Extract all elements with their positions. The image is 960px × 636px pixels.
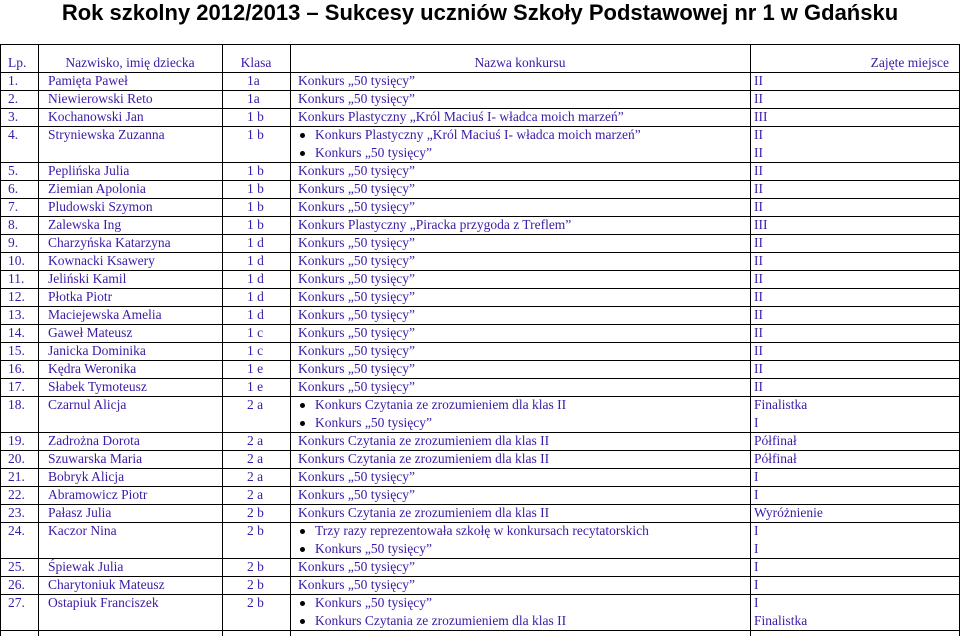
student-name: Płotka Piotr: [48, 289, 113, 304]
student-name: Pałasz Julia: [48, 505, 112, 520]
row-border: [0, 44, 960, 45]
bullet-icon: [300, 133, 305, 138]
contest-name: Konkurs „50 tysięcy”: [298, 235, 415, 250]
contest-name: Trzy razy reprezentowała szkołę w konkursach recytatorskich: [315, 523, 649, 538]
row-number: 27.: [8, 595, 25, 610]
place-value: Wyróżnienie: [754, 505, 823, 520]
place-value: III: [754, 109, 768, 124]
place-value: II: [754, 199, 763, 214]
contest-name: Konkurs „50 tysięcy”: [315, 415, 432, 430]
student-name: Kaczor Nina: [48, 523, 117, 538]
row-number: 14.: [8, 325, 25, 340]
class-label: 2 b: [247, 523, 264, 538]
class-label: 1 d: [247, 253, 264, 268]
class-label: 2 b: [247, 505, 264, 520]
student-name: Kochanowski Jan: [48, 109, 144, 124]
place-value: I: [754, 469, 759, 484]
place-value: II: [754, 271, 763, 286]
class-label: 1a: [247, 73, 260, 88]
place-value: II: [754, 145, 763, 160]
student-name: Słabek Tymoteusz: [48, 379, 147, 394]
row-number: 22.: [8, 487, 25, 502]
row-border: [0, 558, 960, 559]
contest-name: Konkurs „50 tysięcy”: [298, 163, 415, 178]
class-label: 1 b: [247, 109, 264, 124]
contest-name: Konkurs Plastyczny „Król Maciuś I- władca moich marzeń”: [298, 109, 624, 124]
place-value: II: [754, 307, 763, 322]
place-value: II: [754, 325, 763, 340]
class-label: 1 b: [247, 217, 264, 232]
row-number: 2.: [8, 91, 19, 106]
contest-name: Konkurs Czytania ze zrozumieniem dla klas II: [315, 397, 567, 412]
contest-name: Konkurs „50 tysięcy”: [298, 307, 415, 322]
place-value: II: [754, 379, 763, 394]
contest-name: Konkurs „50 tysięcy”: [298, 343, 415, 358]
place-value: II: [754, 163, 763, 178]
row-number: 7.: [8, 199, 19, 214]
contest-name: Konkurs Plastyczny „Piracka przygoda z Treflem”: [298, 217, 572, 232]
class-label: 2 a: [247, 451, 264, 466]
class-label: 2 a: [247, 469, 264, 484]
place-value: II: [754, 73, 763, 88]
contest-name: Konkurs Czytania ze zrozumieniem dla klas II: [298, 433, 550, 448]
student-name: Szuwarska Maria: [48, 451, 143, 466]
row-number: 21.: [8, 469, 25, 484]
class-label: 2 b: [247, 595, 264, 610]
class-label: 2 a: [247, 433, 264, 448]
header-lp: Lp.: [8, 55, 27, 70]
place-value: II: [754, 289, 763, 304]
student-name: Charytoniuk Mateusz: [48, 577, 165, 592]
row-number: 24.: [8, 523, 25, 538]
row-number: 8.: [8, 217, 19, 232]
place-value: Półfinał: [754, 451, 797, 466]
class-label: 1 b: [247, 181, 264, 196]
row-border: [0, 162, 960, 163]
student-name: Abramowicz Piotr: [48, 487, 148, 502]
class-label: 1 d: [247, 307, 264, 322]
place-value: I: [754, 595, 759, 610]
student-name: Peplińska Julia: [48, 163, 130, 178]
header-place: Zajęte miejsce: [870, 55, 949, 70]
row-border: [0, 630, 960, 631]
student-name: Ostapiuk Franciszek: [48, 595, 159, 610]
row-number: 3.: [8, 109, 19, 124]
row-number: 9.: [8, 235, 19, 250]
place-value: I: [754, 577, 759, 592]
place-value: Finalistka: [754, 613, 808, 628]
row-border: [0, 468, 960, 469]
bullet-icon: [300, 403, 305, 408]
column-border: [38, 44, 39, 636]
row-number: 26.: [8, 577, 25, 592]
column-border: [750, 44, 751, 636]
class-label: 2 b: [247, 577, 264, 592]
student-name: Niewierowski Reto: [48, 91, 153, 106]
contest-name: Konkurs „50 tysięcy”: [298, 577, 415, 592]
place-value: Finalistka: [754, 397, 808, 412]
page-title: Rok szkolny 2012/2013 – Sukcesy uczniów Szkoły Podstawowej nr 1 w Gdańsku: [61, 0, 899, 25]
class-label: 1 e: [247, 361, 264, 376]
class-label: 1 e: [247, 379, 264, 394]
class-label: 1a: [247, 91, 260, 106]
place-value: I: [754, 559, 759, 574]
bullet-icon: [300, 619, 305, 624]
place-value: Półfinał: [754, 433, 797, 448]
student-name: Janicka Dominika: [48, 343, 146, 358]
row-number: 1.: [8, 73, 19, 88]
contest-name: Konkurs „50 tysięcy”: [298, 289, 415, 304]
contest-name: Konkurs Plastyczny „Król Maciuś I- władca moich marzeń”: [315, 127, 641, 142]
bullet-icon: [300, 151, 305, 156]
place-value: I: [754, 541, 759, 556]
row-border: [0, 324, 960, 325]
place-value: II: [754, 361, 763, 376]
header-contest: Nazwa konkursu: [474, 55, 566, 70]
contest-name: Konkurs „50 tysięcy”: [315, 145, 432, 160]
class-label: 1 d: [247, 289, 264, 304]
student-name: Kędra Weronika: [48, 361, 137, 376]
column-border: [290, 44, 291, 636]
student-name: Kownacki Ksawery: [48, 253, 155, 268]
student-name: Bobryk Alicja: [48, 469, 125, 484]
student-name: Pamięta Paweł: [48, 73, 128, 88]
contest-name: Konkurs „50 tysięcy”: [315, 595, 432, 610]
place-value: II: [754, 235, 763, 250]
row-number: 11.: [8, 271, 25, 286]
contest-name: Konkurs „50 tysięcy”: [298, 271, 415, 286]
student-name: Gaweł Mateusz: [48, 325, 133, 340]
contest-name: Konkurs „50 tysięcy”: [298, 199, 415, 214]
place-value: II: [754, 91, 763, 106]
class-label: 1 b: [247, 163, 264, 178]
student-name: Charzyńska Katarzyna: [48, 235, 171, 250]
contest-name: Konkurs „50 tysięcy”: [298, 73, 415, 88]
class-label: 2 a: [247, 487, 264, 502]
student-name: Śpiewak Julia: [48, 559, 124, 574]
bullet-icon: [300, 601, 305, 606]
row-number: 6.: [8, 181, 19, 196]
student-name: Jeliński Kamil: [48, 271, 127, 286]
student-name: Czarnul Alicja: [48, 397, 127, 412]
row-number: 25.: [8, 559, 25, 574]
row-number: 15.: [8, 343, 25, 358]
bullet-icon: [300, 547, 305, 552]
student-name: Stryniewska Zuzanna: [48, 127, 165, 142]
bullet-icon: [300, 421, 305, 426]
class-label: 2 b: [247, 559, 264, 574]
place-value: II: [754, 181, 763, 196]
row-number: 23.: [8, 505, 25, 520]
row-number: 17.: [8, 379, 25, 394]
student-name: Zalewska Ing: [48, 217, 122, 232]
class-label: 1 b: [247, 199, 264, 214]
class-label: 2 a: [247, 397, 264, 412]
row-number: 18.: [8, 397, 25, 412]
row-number: 13.: [8, 307, 25, 322]
bullet-icon: [300, 529, 305, 534]
class-label: 1 c: [247, 325, 264, 340]
contest-name: Konkurs „50 tysięcy”: [315, 541, 432, 556]
header-class: Klasa: [240, 55, 272, 70]
place-value: I: [754, 415, 759, 430]
class-label: 1 d: [247, 235, 264, 250]
contest-name: Konkurs „50 tysięcy”: [298, 253, 415, 268]
row-border: [0, 360, 960, 361]
row-number: 19.: [8, 433, 25, 448]
column-border: [222, 44, 223, 636]
header-name: Nazwisko, imię dziecka: [65, 55, 195, 70]
contest-name: Konkurs „50 tysięcy”: [298, 469, 415, 484]
contest-name: Konkurs Czytania ze zrozumieniem dla klas II: [298, 451, 550, 466]
student-name: Pludowski Szymon: [48, 199, 153, 214]
row-border: [0, 288, 960, 289]
contest-name: Konkurs Czytania ze zrozumieniem dla klas II: [315, 613, 567, 628]
place-value: II: [754, 127, 763, 142]
row-number: 12.: [8, 289, 25, 304]
place-value: II: [754, 253, 763, 268]
place-value: III: [754, 217, 768, 232]
contest-name: Konkurs „50 tysięcy”: [298, 91, 415, 106]
contest-name: Konkurs „50 tysięcy”: [298, 559, 415, 574]
student-name: Zadrożna Dorota: [48, 433, 140, 448]
row-border: [0, 72, 960, 73]
contest-name: Konkurs „50 tysięcy”: [298, 181, 415, 196]
student-name: Ziemian Apolonia: [48, 181, 146, 196]
student-name: Maciejewska Amelia: [48, 307, 162, 322]
class-label: 1 c: [247, 343, 264, 358]
column-border: [0, 44, 1, 636]
contest-name: Konkurs „50 tysięcy”: [298, 487, 415, 502]
row-number: 16.: [8, 361, 25, 376]
place-value: I: [754, 487, 759, 502]
contest-name: Konkurs „50 tysięcy”: [298, 379, 415, 394]
row-number: 4.: [8, 127, 19, 142]
contest-name: Konkurs „50 tysięcy”: [298, 325, 415, 340]
row-number: 5.: [8, 163, 19, 178]
place-value: II: [754, 343, 763, 358]
contest-name: Konkurs „50 tysięcy”: [298, 361, 415, 376]
contest-name: Konkurs Czytania ze zrozumieniem dla klas II: [298, 505, 550, 520]
place-value: I: [754, 523, 759, 538]
row-number: 10.: [8, 253, 25, 268]
class-label: 1 d: [247, 271, 264, 286]
row-number: 20.: [8, 451, 25, 466]
row-border: [0, 270, 960, 271]
class-label: 1 b: [247, 127, 264, 142]
